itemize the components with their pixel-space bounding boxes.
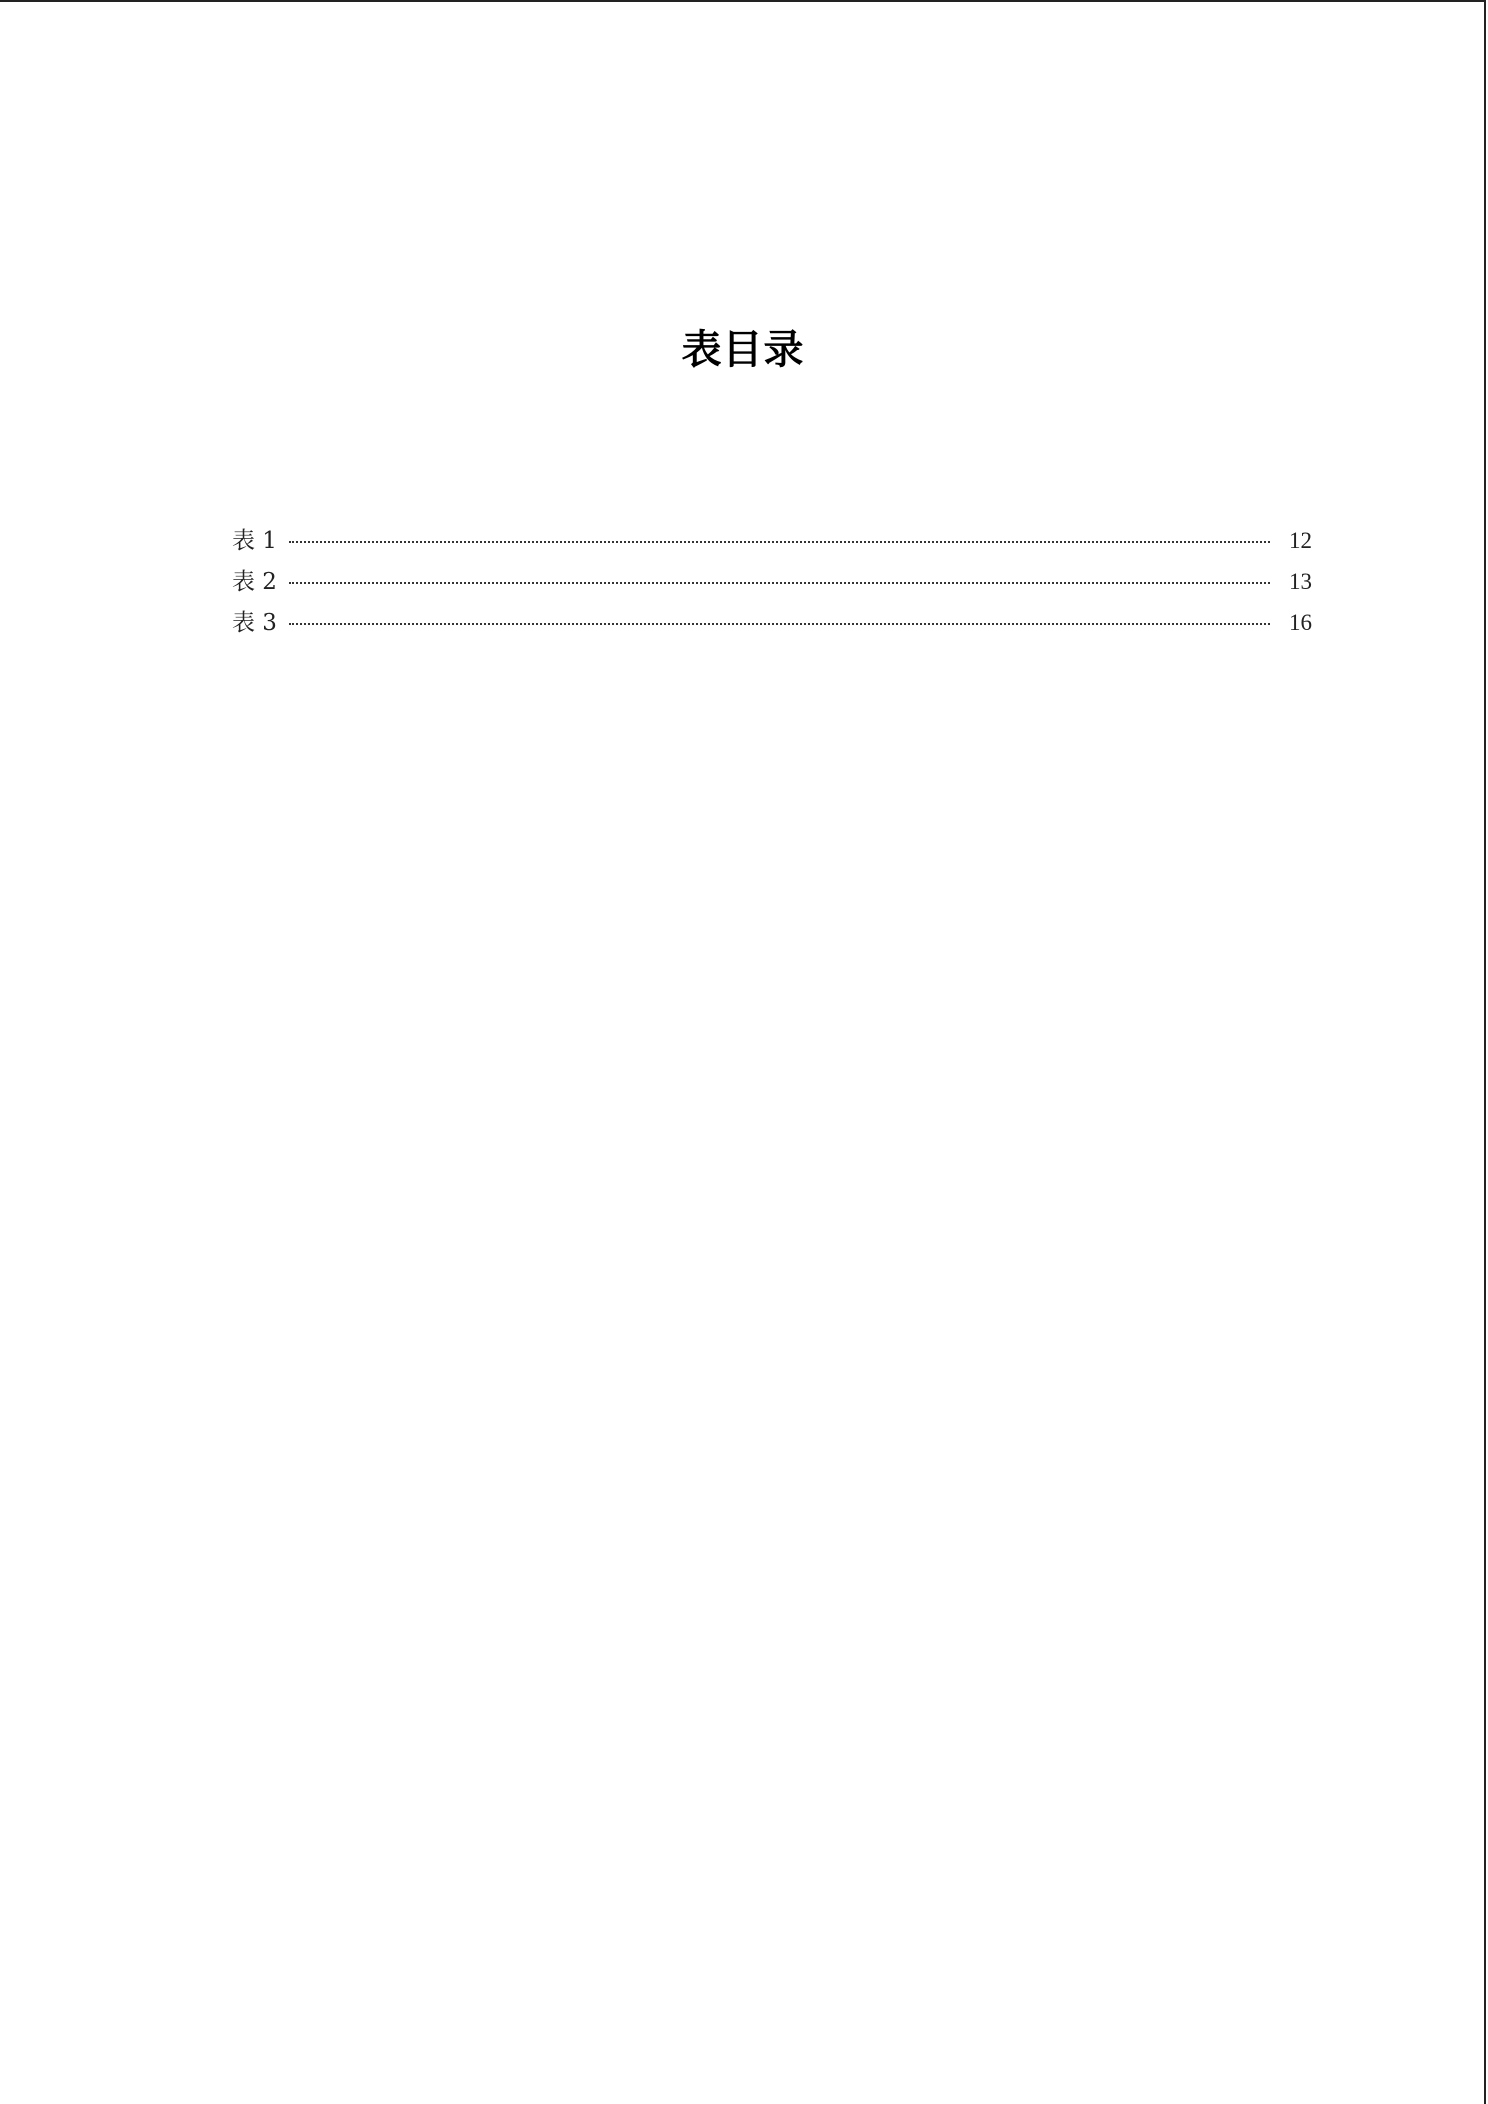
toc-entry-page-number: 16 xyxy=(1289,610,1312,635)
toc-entry[interactable] xyxy=(232,522,1312,563)
toc-entry-label: 表 2 xyxy=(232,569,277,595)
table-of-tables xyxy=(232,522,1312,645)
toc-entry-label: 表 1 xyxy=(232,528,277,554)
dot-leader xyxy=(289,623,1270,625)
toc-entry-page-number: 13 xyxy=(1289,569,1312,594)
dot-leader xyxy=(289,582,1270,584)
toc-entry-page-number: 12 xyxy=(1289,528,1312,553)
toc-entry-label: 表 3 xyxy=(232,610,277,636)
toc-entry[interactable] xyxy=(232,563,1312,604)
toc-entry[interactable] xyxy=(232,604,1312,645)
page-title: 表目录 xyxy=(681,327,805,373)
dot-leader xyxy=(289,541,1270,543)
